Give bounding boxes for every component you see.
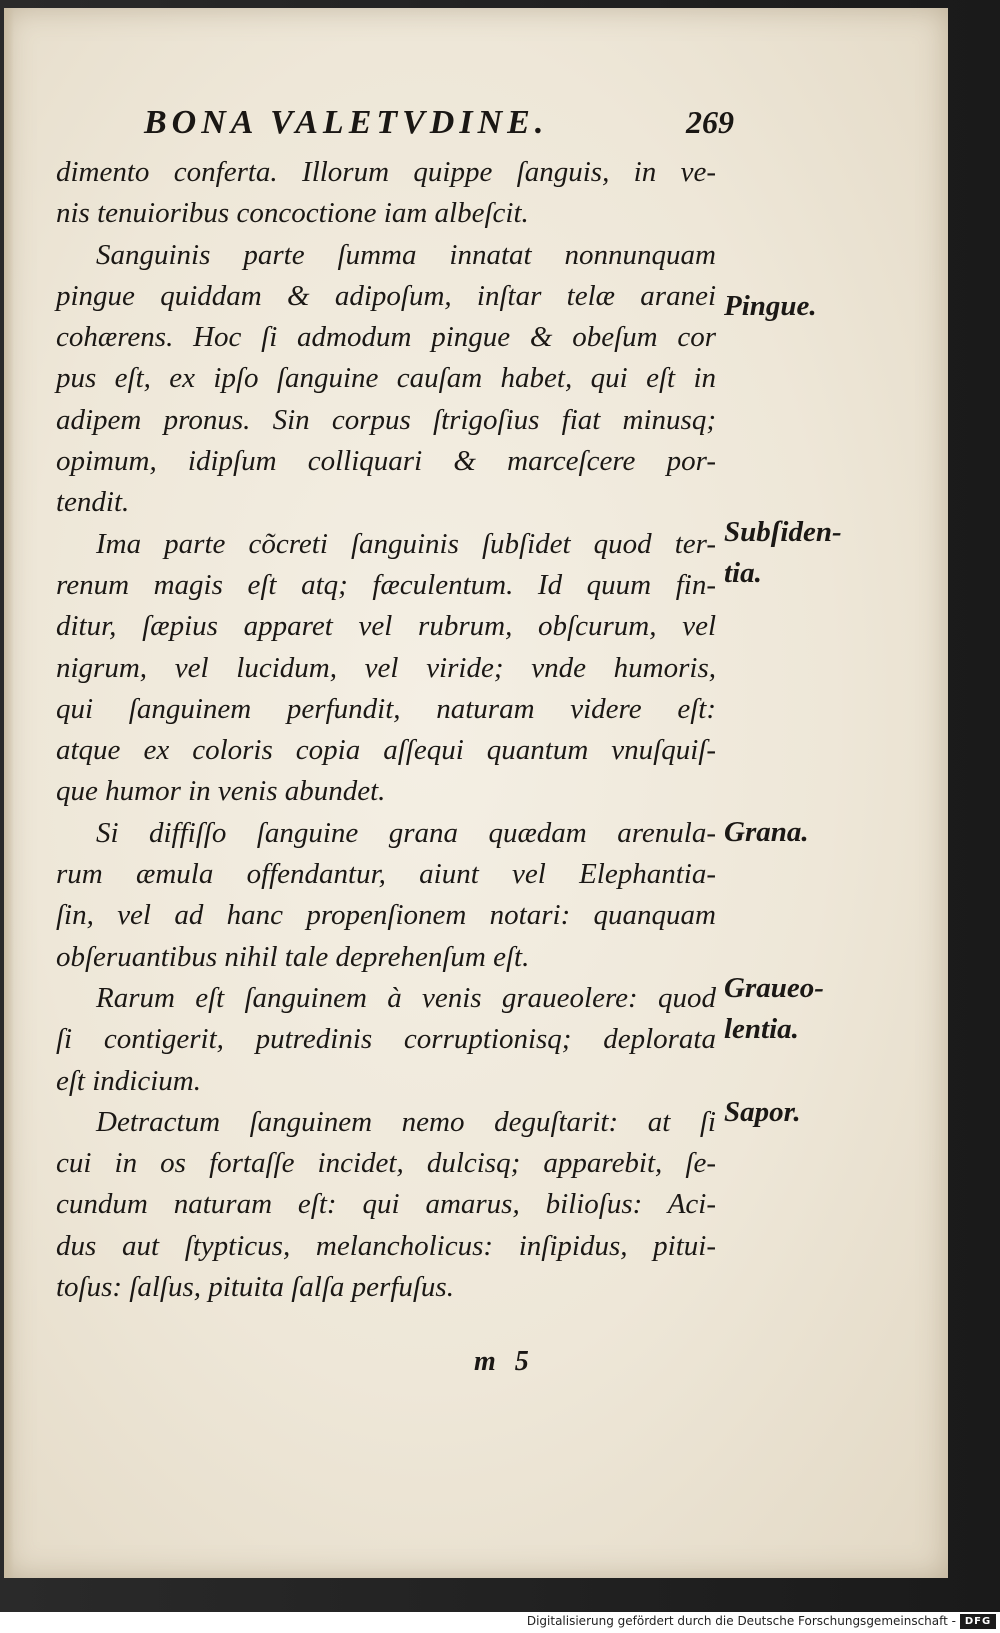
text-line: dimento conferta. Illorum quippe ſanguis, in ve- [56,156,716,188]
running-title: BONA VALETVDINE. [144,104,549,141]
text-line: Si diffiſſo ſanguine grana quædam arenula- [96,816,716,849]
margin-note-grana: Grana. [724,816,809,848]
text-line: Rarum eſt ſanguinem à venis graueolere: quod [96,981,716,1014]
text-line: obſeruantibus nihil tale deprehenſum eſt. [56,940,530,973]
footer-credit: Digitalisierung gefördert durch die Deutsche Forschungsgemeinschaft - [526,1614,956,1628]
text-line: eſt indicium. [56,1064,201,1097]
text-line: nigrum, vel lucidum, vel viride; vnde humoris, [56,651,716,684]
margin-note-graveolentia-1: Graueo- [724,972,824,1004]
text-line: ſin, vel ad hanc propenſionem notari: quanquam [56,899,716,932]
text-line: qui ſanguinem perfundit, naturam videre eſt: [56,692,716,725]
text-line: ſi contigerit, putredinis corruptionisq; deplorata [56,1023,716,1056]
text-line: ditur, ſæpius apparet vel rubrum, obſcurum, vel [56,610,716,643]
text-line: Ima parte cõcreti ſanguinis ſubſidet quod ter- [96,527,716,560]
body-text [56,152,716,1308]
text-line: pingue quiddam & adipoſum, inſtar telæ aranei [56,279,716,312]
margin-note-pingue: Pingue. [724,290,817,322]
text-line: cohærens. Hoc ſi admodum pingue & obeſum cor [56,321,716,354]
text-line: cui in os fortaſſe incidet, dulcisq; apparebit, ſe- [56,1147,716,1180]
page-number: 269 [686,104,734,140]
margin-note-sapor: Sapor. [724,1096,801,1128]
text-line: cundum naturam eſt: qui amarus, bilioſus: Aci- [56,1188,716,1221]
text-line: atque ex coloris copia aſſequi quantum vnuſquiſ- [56,734,716,767]
text-line: opimum, idipſum colliquari & marceſcere por- [56,445,716,478]
text-line: toſus: ſalſus, pituita ſalſa perfuſus. [56,1271,454,1304]
text-line: renum magis eſt atq; fæculentum. Id quum fin- [56,568,716,601]
margin-note-graveolentia-2: lentia. [724,1013,799,1045]
book-page [4,8,948,1578]
text-line: nis tenuioribus concoctione iam albeſcit. [56,197,529,230]
page-header [144,104,734,144]
text-line: rum æmula offendantur, aiunt vel Elephantia- [56,858,716,891]
dfg-logo: DFG [960,1614,996,1629]
text-line: dus aut ſtypticus, melancholicus: inſipidus, pitui- [56,1229,716,1262]
margin-note-subsidentia-1: Subſiden- [724,516,842,548]
text-line: Detractum ſanguinem nemo deguſtarit: at ſi [96,1105,716,1138]
footer-bar [0,1612,1000,1633]
text-line: tendit. [56,486,130,519]
text-line: adipem pronus. Sin corpus ſtrigoſius fiat minusq; [56,403,716,436]
text-line: Sanguinis parte ſumma innatat nonnunquam [96,238,716,271]
signature-mark: m 5 [474,1346,535,1377]
text-line: que humor in venis abundet. [56,775,386,808]
text-line: pus eſt, ex ipſo ſanguine cauſam habet, qui eſt in [56,362,716,395]
margin-note-subsidentia-2: tia. [724,557,762,589]
